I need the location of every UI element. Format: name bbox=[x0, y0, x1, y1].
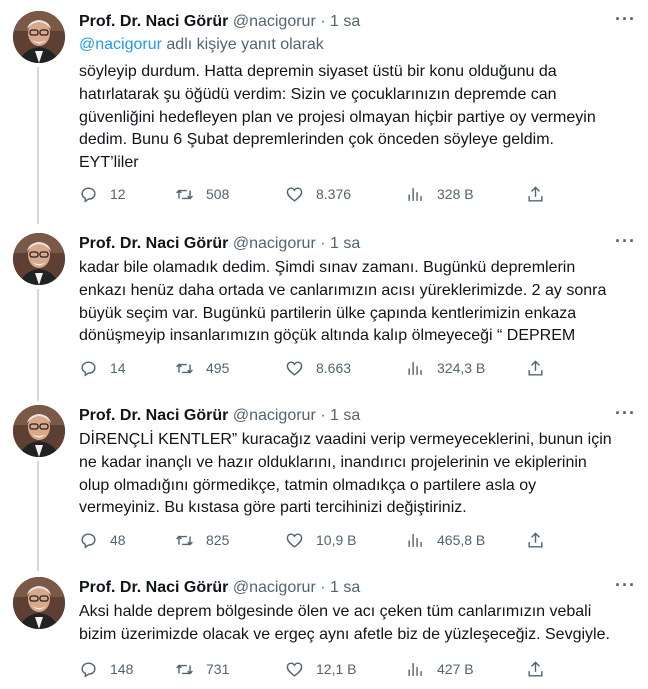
reply-count: 14 bbox=[110, 360, 126, 376]
heart-icon bbox=[285, 185, 304, 204]
timestamp[interactable]: 1 sa bbox=[330, 579, 361, 596]
tweet-text bbox=[79, 601, 639, 647]
tweet-text-line: bizim üzerimizde olacak ve ergeç aynı afetle biz de yüzleşeceğiz. Sevgiyle. bbox=[79, 625, 610, 643]
action-bar bbox=[79, 358, 544, 378]
action-bar bbox=[79, 530, 544, 550]
share-upload-icon bbox=[526, 660, 545, 679]
more-dots-icon[interactable]: ··· bbox=[615, 231, 636, 251]
retweet-arrows-icon bbox=[175, 660, 194, 679]
reply-mention-link[interactable]: @nacigorur bbox=[79, 36, 162, 53]
thread-line bbox=[37, 289, 39, 401]
tweet-text bbox=[79, 61, 639, 175]
more-dots-icon[interactable]: ··· bbox=[615, 9, 636, 29]
timestamp[interactable]: 1 sa bbox=[330, 407, 361, 424]
separator-dot: · bbox=[320, 235, 326, 252]
heart-icon bbox=[285, 359, 304, 378]
views-count: 324,3 B bbox=[437, 360, 486, 376]
like-count: 10,9 B bbox=[316, 532, 357, 548]
bar-chart-icon bbox=[406, 359, 425, 378]
thread-line bbox=[37, 461, 39, 571]
timestamp[interactable]: 1 sa bbox=[330, 235, 361, 252]
reply-count: 12 bbox=[110, 186, 126, 202]
views-count: 465,8 B bbox=[437, 532, 486, 548]
tweet-text-line: enkazı henüz daha ortada ve canlarımızın acısı yüreklerimizde. 2 ay sonra bbox=[79, 281, 607, 299]
views-count: 427 B bbox=[437, 661, 474, 677]
tweet-text-line: dedim. Bunu 6 Şubat depremlerinden çok önceden söyleye geldim. bbox=[79, 131, 554, 149]
separator-dot: · bbox=[320, 13, 326, 30]
tweet-text-line: hatırlatarak şu öğüdü verdim: Sizin ve çocuklarınızın depremde can bbox=[79, 85, 557, 103]
author-handle[interactable]: @nacigorur bbox=[232, 235, 316, 252]
share-upload-icon bbox=[526, 531, 545, 550]
tweet-text-line: DİRENÇLİ KENTLER” kuracağız vaadini verip vermeyeceklerini, bunun için bbox=[79, 431, 612, 448]
like-button[interactable] bbox=[285, 184, 351, 204]
tweet-text bbox=[79, 429, 639, 520]
retweet-count: 825 bbox=[206, 532, 230, 548]
share-upload-icon bbox=[526, 185, 545, 204]
retweet-arrows-icon bbox=[175, 531, 194, 550]
reply-button[interactable] bbox=[79, 530, 126, 550]
heart-icon bbox=[285, 660, 304, 679]
retweet-button[interactable] bbox=[175, 184, 229, 204]
tweet-text-line: EYT’liler bbox=[79, 154, 139, 172]
retweet-count: 731 bbox=[206, 661, 230, 677]
more-dots-icon[interactable]: ··· bbox=[615, 403, 636, 423]
share-button[interactable] bbox=[526, 659, 545, 679]
reply-suffix: adlı kişiye yanıt olarak bbox=[161, 36, 324, 53]
tweet-header bbox=[79, 12, 360, 32]
views-button[interactable] bbox=[406, 184, 474, 204]
tweet-text-line: güvenliğini hedefleyen plan ve projesi olmayan hiçbir partiye oy vermeyin bbox=[79, 108, 596, 126]
retweet-arrows-icon bbox=[175, 359, 194, 378]
bar-chart-icon bbox=[406, 660, 425, 679]
tweet-text-line: büyük seçim var. Bugünkü partilerin ülke çapında kentlerimizin enkaza bbox=[79, 304, 577, 322]
share-button[interactable] bbox=[526, 358, 545, 378]
share-upload-icon bbox=[526, 359, 545, 378]
more-dots-icon[interactable]: ··· bbox=[615, 575, 636, 595]
like-count: 8.376 bbox=[316, 186, 352, 202]
tweet-text-line: söyleyip durdum. Hatta depremin siyaset üstü bir konu olduğunu da bbox=[79, 63, 557, 80]
action-bar bbox=[79, 184, 544, 204]
tweet-header bbox=[79, 234, 360, 254]
reply-button[interactable] bbox=[79, 358, 126, 378]
tweet-text-line: vermeyiniz. Bu kıstasa göre parti tercihinizi değiştiriniz. bbox=[79, 499, 467, 517]
retweet-button[interactable] bbox=[175, 530, 229, 550]
like-button[interactable] bbox=[285, 358, 351, 378]
reply-button[interactable] bbox=[79, 659, 133, 679]
author-handle[interactable]: @nacigorur bbox=[232, 13, 316, 30]
tweet-header bbox=[79, 578, 360, 598]
views-button[interactable] bbox=[406, 659, 474, 679]
reply-context bbox=[79, 35, 324, 55]
share-button[interactable] bbox=[526, 184, 545, 204]
action-bar bbox=[79, 659, 544, 679]
retweet-count: 508 bbox=[206, 186, 230, 202]
avatar[interactable] bbox=[13, 577, 65, 629]
tweet-text bbox=[79, 257, 639, 348]
like-count: 12,1 B bbox=[316, 661, 357, 677]
views-button[interactable] bbox=[406, 530, 485, 550]
retweet-arrows-icon bbox=[175, 185, 194, 204]
speech-bubble-icon bbox=[79, 531, 98, 550]
author-name[interactable]: Prof. Dr. Naci Görür bbox=[79, 407, 229, 424]
like-button[interactable] bbox=[285, 659, 356, 679]
tweet-text-line: ne kadar inançlı ve hazır olduklarını, inandırıcı projelerinin ve ekiplerinin bbox=[79, 453, 587, 471]
separator-dot: · bbox=[320, 579, 326, 596]
tweet-text-line: kadar bile olamadık dedim. Şimdi sınav zamanı. Bugünkü depremlerin bbox=[79, 259, 576, 276]
avatar[interactable] bbox=[13, 405, 65, 457]
like-button[interactable] bbox=[285, 530, 356, 550]
speech-bubble-icon bbox=[79, 359, 98, 378]
like-count: 8.663 bbox=[316, 360, 352, 376]
views-button[interactable] bbox=[406, 358, 485, 378]
author-handle[interactable]: @nacigorur bbox=[232, 407, 316, 424]
bar-chart-icon bbox=[406, 185, 425, 204]
separator-dot: · bbox=[320, 407, 326, 424]
reply-button[interactable] bbox=[79, 184, 126, 204]
tweet-header bbox=[79, 406, 360, 426]
avatar[interactable] bbox=[13, 233, 65, 285]
tweet-text-line: olup olmadığını görmedikçe, tatmin olmadıkça o partilere asla oy bbox=[79, 476, 537, 494]
thread-line bbox=[37, 67, 39, 224]
author-name[interactable]: Prof. Dr. Naci Görür bbox=[79, 579, 229, 596]
avatar[interactable] bbox=[13, 11, 65, 63]
heart-icon bbox=[285, 531, 304, 550]
author-name[interactable]: Prof. Dr. Naci Görür bbox=[79, 235, 229, 252]
retweet-button[interactable] bbox=[175, 659, 229, 679]
share-button[interactable] bbox=[526, 530, 545, 550]
reply-count: 48 bbox=[110, 532, 126, 548]
speech-bubble-icon bbox=[79, 660, 98, 679]
tweet-text-line: Aksi halde deprem bölgesinde ölen ve acı çeken tüm canlarımızın vebali bbox=[79, 603, 592, 620]
views-count: 328 B bbox=[437, 186, 474, 202]
author-name[interactable]: Prof. Dr. Naci Görür bbox=[79, 13, 229, 30]
retweet-count: 495 bbox=[206, 360, 230, 376]
speech-bubble-icon bbox=[79, 185, 98, 204]
author-handle[interactable]: @nacigorur bbox=[232, 579, 316, 596]
timestamp[interactable]: 1 sa bbox=[330, 13, 361, 30]
retweet-button[interactable] bbox=[175, 358, 229, 378]
reply-count: 148 bbox=[110, 661, 134, 677]
bar-chart-icon bbox=[406, 531, 425, 550]
tweet-text-line: dönüşmeyip insanlarımızın göçük altında kalıp ölmeyeceği “ DEPREM bbox=[79, 327, 576, 345]
